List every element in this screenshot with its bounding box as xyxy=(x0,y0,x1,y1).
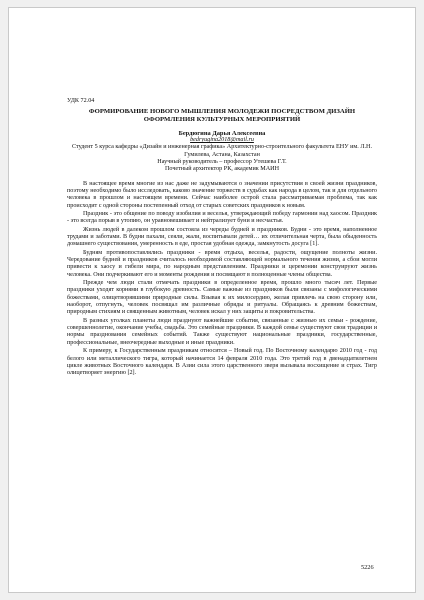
body-paragraph: К примеру, к Государственным праздникам относится – Новый год. По Восточному календарю 2010 год - год белого или металлического тигра, который начинается 14 февраля 2010 года. Это третий год в двенадцатилетнем цикле животных Восточного календаря. В Азии сила этого царственного зверя вызывала восхищение и страх. Тигр олицетворяет энергию [2]. xyxy=(67,348,377,377)
author-affiliation: Студент 5 курса кафедры «Дизайн и инженерная графика» Архитектурно-строительного факультета ЕНУ им. Л.Н. Гумилева, Астана, Казахстан xyxy=(71,144,373,158)
body-paragraph: Праздник - это общение по поводу изобилия и веселья, утверждающий победу гармонии над хаосом. Праздник - это всегда порыв в утопию, он уравновешивает и нейтрализует буни и несчастья. xyxy=(67,210,377,225)
page-number: 5226 xyxy=(361,564,374,571)
document-page xyxy=(8,7,416,593)
body-paragraph: В разных уголках планеты люди празднуют важнейшие события, связанные с жизнью их семьи - рождение, совершеннолетие, окончание учебы, свадьба. Это семейные праздники. В каждой семье существуют свои традиции и нормы празднования семейных событий. Также существуют национальные праздники, государственные, профессиональные, внеочередные выходные и иные праздники. xyxy=(67,317,377,346)
author-email[interactable]: bedryugina2018@mail.ru xyxy=(190,136,254,143)
advisor-title: Почетный архитектор РК, академик МАИН xyxy=(164,166,280,173)
body-paragraph: Прежде чем люди стали отмечать праздники в определенное время, прошло много тысяч лет. Первые праздники уходят корнями в глубокую древность. Самые важные из праздников были связаны с мифологическими божествами, олицетворявшими природные силы. Взывая к их милосердию, желая привлечь на свою сторону или, наоборот, отпугнуть, человек посвящал им различные обряды и ритуалы. Обращаясь к древним божествам, природным стихиям и священным животным, человек искал у них защиты и покровительства. xyxy=(67,280,377,316)
article-content xyxy=(67,98,377,379)
body-paragraph: В настоящее время многие из нас даже не задумываются о значении присутствия в своей жизни праздников, поэтому необходимо было исследовать, каково значение торжеств в судьбах как народа в целом, так и для отдельного человека в прошлом и настоящем времени. Сейчас наиболее острой стала рассматриваемая проблема, так как происходит с одной стороны постепенный отход от старых советских праздников к новым. xyxy=(67,180,377,209)
author-name: Бердюгина Дарья Алексеевна xyxy=(178,129,266,137)
body-paragraph: Жизнь людей в далеком прошлом состояла из череды будней и праздников. Будни - это время, наполненное трудами и заботами. В будни пахали, сеяли, жали, воспитывали детей… их отличительная черта, была обыденность домашнего существования, умеренность в еде, простая удобная одежда, замкнутость досуга [1]. xyxy=(67,226,377,248)
udc-code: УДК 72.04 xyxy=(67,98,95,104)
article-title: ФОРМИРОВАНИЕ НОВОГО МЫШЛЕНИЯ МОЛОДЕЖИ ПОСРЕДСТВОМ ДИЗАЙН ОФОРМЛЕНИЯ КУЛЬТУРНЫХ МЕРОПРИЯТИЙ xyxy=(88,108,356,123)
scientific-advisor: Научный руководитель – профессор Утешева Г.Т. xyxy=(157,158,287,165)
body-paragraph: Будням противопоставлялись праздники - время отдыха, веселья, радости, ощущение полноты жизни. Чередование будней и праздников считалось необходимой составляющей нормального течения жизни, а сбои могли привести к хаосу и гибели мира, по народным представлениям. Праздники и церемонии конструируют жизнь человека. Они подчеркивают его и моменты рождения и посвящают в полноценные члены общества. xyxy=(67,249,377,278)
